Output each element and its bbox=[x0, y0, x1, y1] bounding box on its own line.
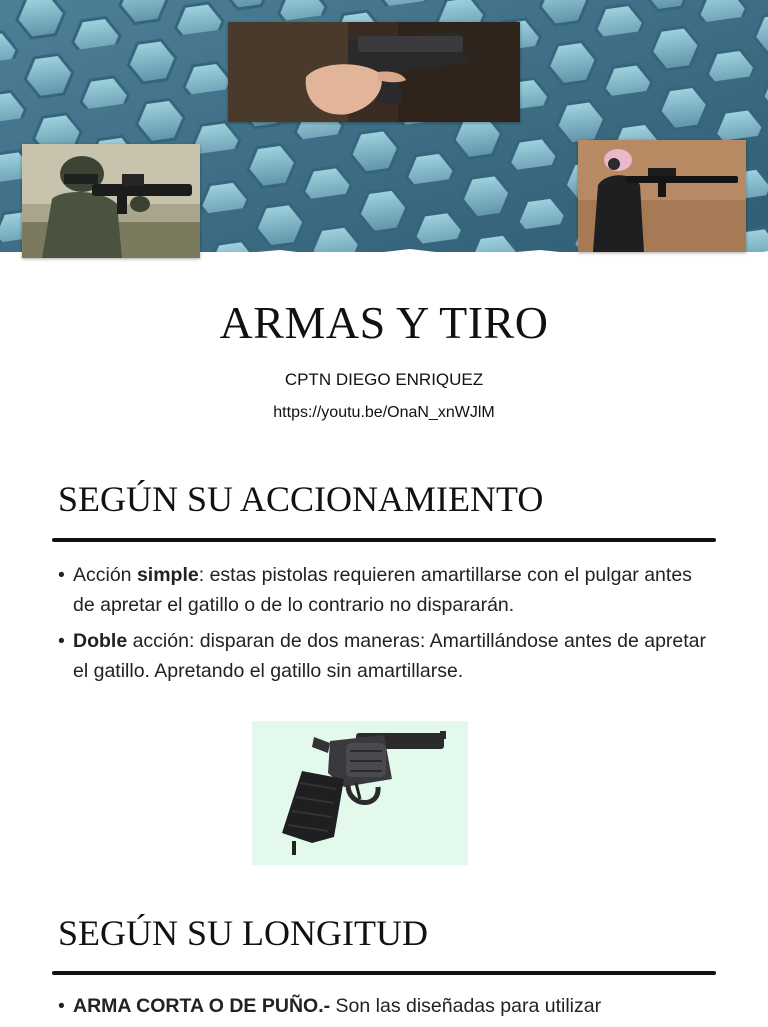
section-heading-accionamiento: SEGÚN SU ACCIONAMIENTO bbox=[58, 479, 544, 519]
youtube-link[interactable]: https://youtu.be/OnaN_xnWJlM bbox=[273, 404, 495, 421]
revolver-image bbox=[252, 721, 468, 865]
bullet-list-longitud bbox=[58, 991, 718, 1027]
list-item bbox=[58, 991, 718, 1021]
hero-banner bbox=[0, 0, 768, 266]
bullet-text: : estas pistolas requieren amartillarse con el pulgar antes de apretar el gatillo o de lo contrario no dispararán. bbox=[73, 564, 692, 616]
woman-shooting-rifle-icon bbox=[578, 140, 746, 252]
hand-holding-pistol-icon bbox=[228, 22, 520, 122]
section-heading-longitud: SEGÚN SU LONGITUD bbox=[58, 913, 428, 953]
revolver-icon bbox=[252, 721, 468, 865]
bullet-bold-term: ARMA CORTA O DE PUÑO.- bbox=[73, 995, 331, 1017]
list-item bbox=[58, 626, 718, 686]
list-item bbox=[58, 560, 718, 620]
bullet-bold-term: simple bbox=[136, 564, 199, 586]
bullet-list-accionamiento bbox=[58, 560, 718, 692]
bullet-text: acción: disparan de dos maneras: Amartillándose antes de apretar el gatillo. Apretando el gatillo sin amartillarse. bbox=[73, 630, 707, 682]
page-title: ARMAS Y TIRO bbox=[219, 297, 549, 348]
bullet-text: Acción bbox=[73, 564, 137, 586]
section-divider bbox=[52, 971, 716, 975]
photo-hand-pistol bbox=[228, 22, 520, 122]
bullet-bold-term: Doble bbox=[73, 630, 128, 652]
photo-soldier-rifle bbox=[22, 144, 200, 258]
section-divider bbox=[52, 538, 716, 542]
soldier-aiming-rifle-icon bbox=[22, 144, 200, 258]
author-name: CPTN DIEGO ENRIQUEZ bbox=[284, 370, 484, 389]
photo-woman-rifle bbox=[578, 140, 746, 252]
bullet-text: Son las diseñadas para utilizar bbox=[330, 995, 602, 1017]
